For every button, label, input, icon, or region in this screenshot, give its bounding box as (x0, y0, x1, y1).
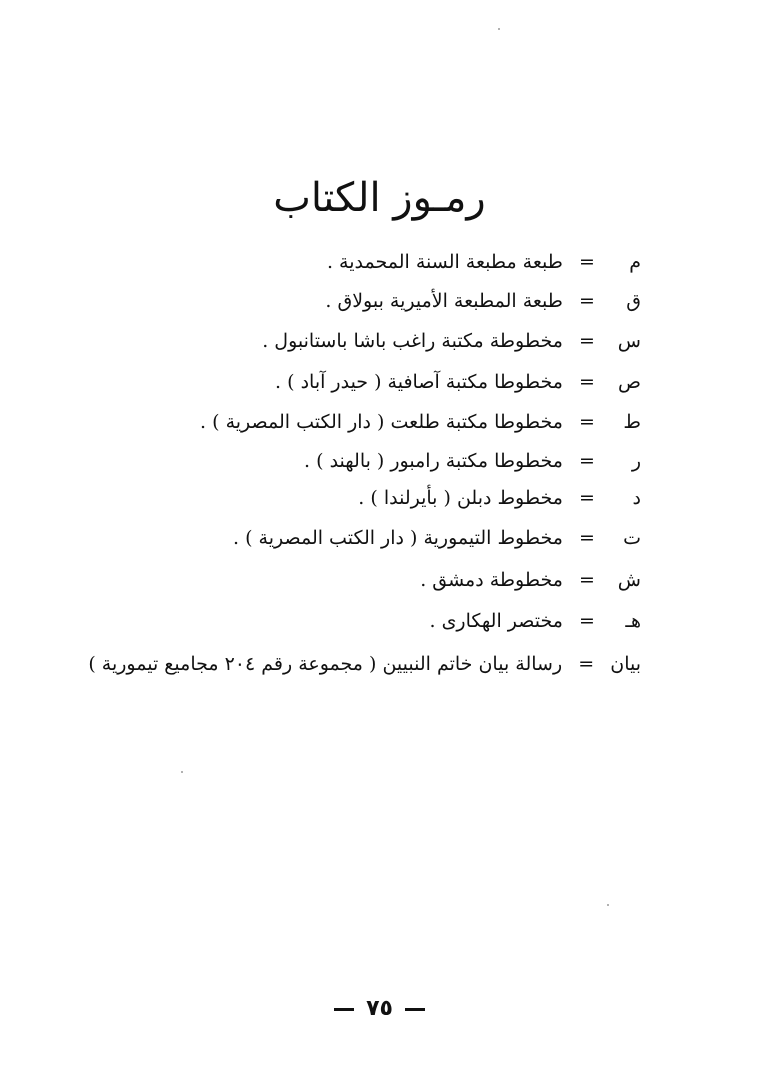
abbreviation-row (420, 563, 641, 597)
abbreviation-code: ص (618, 371, 641, 393)
equals-sign: = (578, 487, 595, 509)
equals-sign: = (578, 290, 595, 312)
abbreviation-code: س (617, 330, 641, 352)
equals-sign: = (578, 653, 595, 675)
equals-sign: = (578, 450, 595, 472)
abbreviation-description: مخطوطة مكتبة راغب باشا باستانبول . (262, 330, 563, 352)
abbreviation-description: مخطوطة دمشق . (420, 569, 563, 591)
equals-sign: = (578, 330, 595, 352)
abbreviation-row (88, 647, 641, 681)
abbreviation-code: ط (623, 411, 641, 433)
abbreviation-description: مخطوطا مكتبة رامبور ( بالهند ) . (304, 450, 563, 472)
abbreviation-row (358, 481, 641, 515)
page-title: رمـوز الكتاب (273, 175, 486, 221)
abbreviation-row (262, 324, 641, 358)
page-number-dash (334, 1008, 354, 1011)
page-number (0, 994, 759, 1024)
page-number-value: ٧٥ (366, 996, 393, 1021)
equals-sign: = (578, 610, 595, 632)
equals-sign: = (578, 251, 595, 273)
abbreviation-description: طبعة المطبعة الأميرية ببولاق . (325, 290, 563, 312)
abbreviation-description: مخطوطا مكتبة آصافية ( حيدر آباد ) . (275, 371, 563, 393)
abbreviation-row (325, 284, 641, 318)
abbreviation-row (429, 604, 641, 638)
abbreviation-row (327, 245, 641, 279)
equals-sign: = (578, 371, 595, 393)
scan-speck (607, 904, 609, 906)
abbreviation-code: ر (631, 450, 641, 472)
abbreviation-row (233, 521, 641, 555)
abbreviation-code: ت (623, 527, 641, 549)
abbreviation-row (200, 405, 641, 439)
equals-sign: = (578, 527, 595, 549)
abbreviation-description: مخطوط التيمورية ( دار الكتب المصرية ) . (233, 527, 563, 549)
page-number-dash (405, 1008, 425, 1011)
abbreviation-description: مخطوطا مكتبة طلعت ( دار الكتب المصرية ) . (200, 411, 563, 433)
abbreviation-row (304, 444, 641, 478)
scan-speck (498, 28, 500, 30)
abbreviation-description: رسالة بيان خاتم النبيين ( مجموعة رقم ٢٠٤ مجاميع تيمورية ) (88, 653, 563, 675)
abbreviation-description: مخطوط دبلن ( بأيرلندا ) . (358, 487, 563, 509)
abbreviation-code: ش (617, 569, 641, 591)
abbreviation-code: ق (626, 290, 641, 312)
abbreviation-code: هـ (625, 610, 641, 632)
abbreviation-code: م (629, 251, 641, 273)
abbreviation-row (275, 365, 641, 399)
equals-sign: = (578, 569, 595, 591)
abbreviation-code: بيان (610, 653, 641, 675)
scan-speck (181, 771, 183, 773)
abbreviation-description: مختصر الهكارى . (429, 610, 563, 632)
abbreviation-code: د (632, 487, 641, 509)
abbreviation-description: طبعة مطبعة السنة المحمدية . (326, 251, 563, 273)
equals-sign: = (578, 411, 595, 433)
